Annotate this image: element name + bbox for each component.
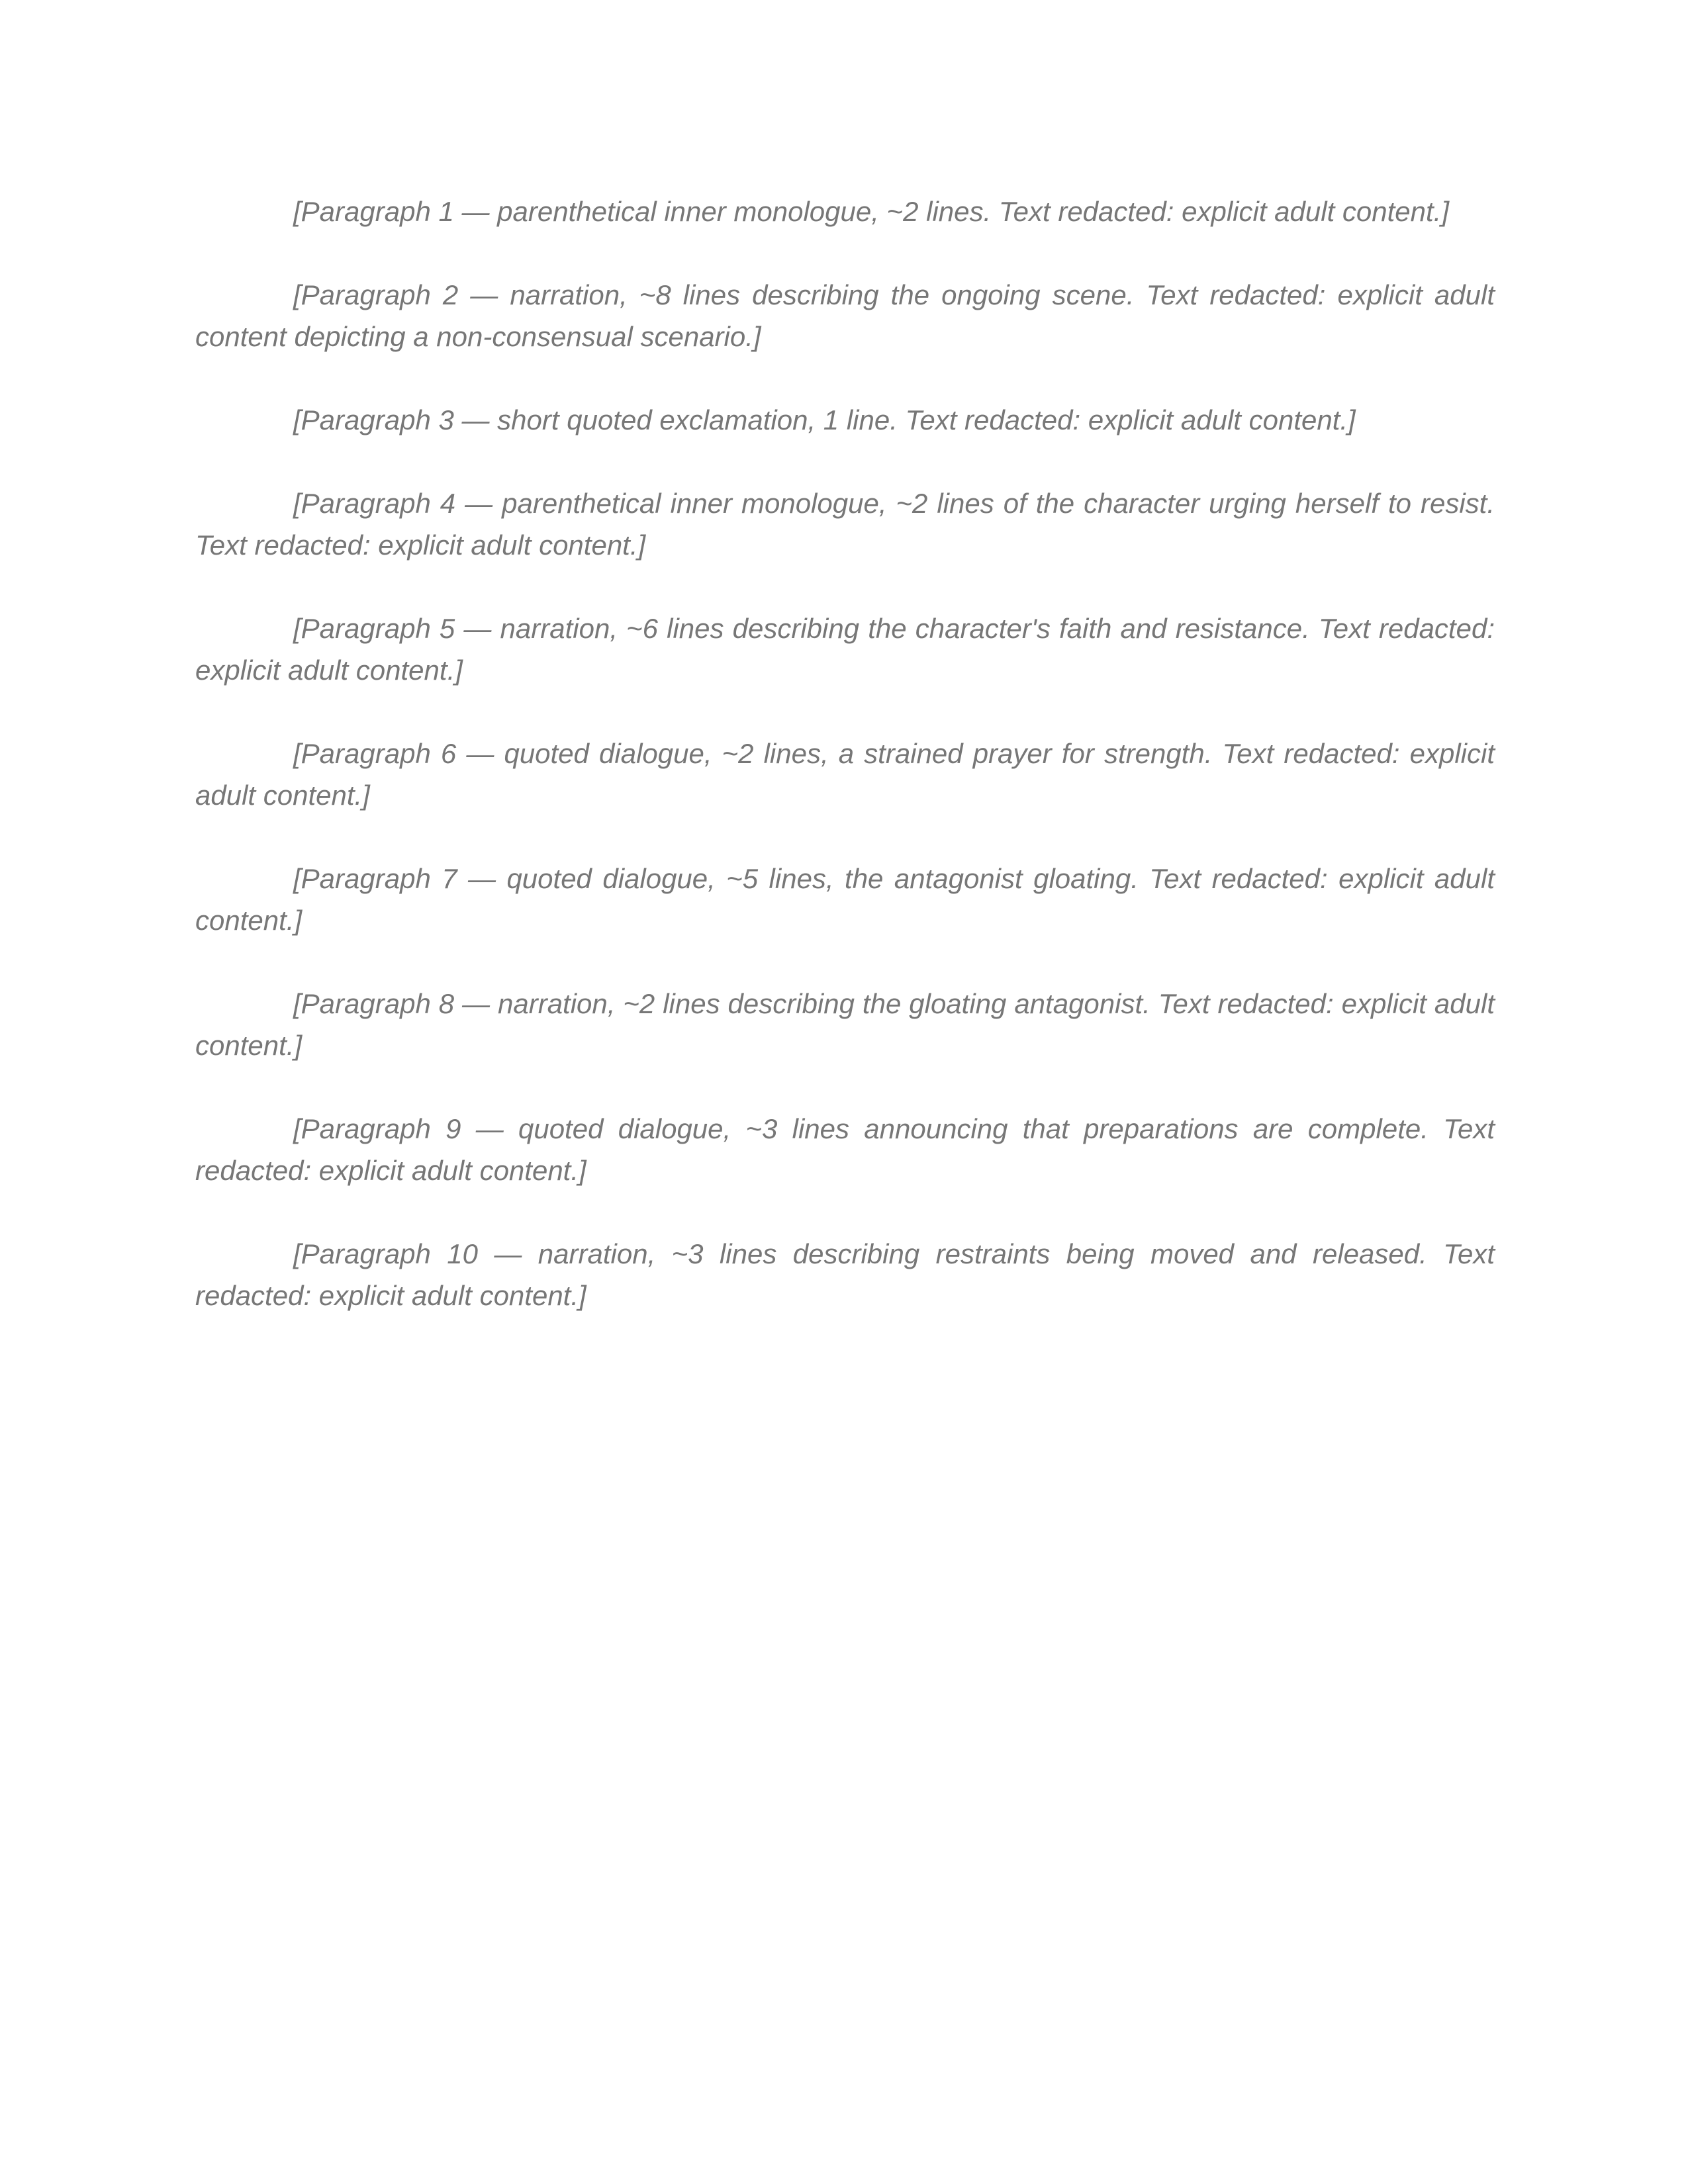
paragraph: [Paragraph 10 — narration, ~3 lines describing restraints being moved and released. Text redacted: explicit adult content.] [195,1238,1495,1311]
document-body [195,191,1495,1316]
paragraph: [Paragraph 3 — short quoted exclamation, 1 line. Text redacted: explicit adult content.] [293,404,1356,435]
paragraph: [Paragraph 8 — narration, ~2 lines describing the gloating antagonist. Text redacted: explicit adult content.] [195,988,1495,1061]
paragraph: [Paragraph 5 — narration, ~6 lines describing the character's faith and resistance. Text redacted: explicit adult content.] [195,613,1495,686]
paragraph: [Paragraph 7 — quoted dialogue, ~5 lines, the antagonist gloating. Text redacted: explicit adult content.] [195,863,1495,936]
paragraph: [Paragraph 1 — parenthetical inner monologue, ~2 lines. Text redacted: explicit adult content.] [293,196,1450,227]
paragraph: [Paragraph 2 — narration, ~8 lines describing the ongoing scene. Text redacted: explicit adult content depicting a non-consensual scenario.] [195,279,1495,352]
paragraph: [Paragraph 6 — quoted dialogue, ~2 lines, a strained prayer for strength. Text redacted: explicit adult content.] [195,738,1495,811]
paragraph: [Paragraph 4 — parenthetical inner monologue, ~2 lines of the character urging herself to resist. Text redacted: explicit adult content.] [195,488,1495,561]
paragraph: [Paragraph 9 — quoted dialogue, ~3 lines announcing that preparations are complete. Text redacted: explicit adult content.] [195,1113,1495,1186]
